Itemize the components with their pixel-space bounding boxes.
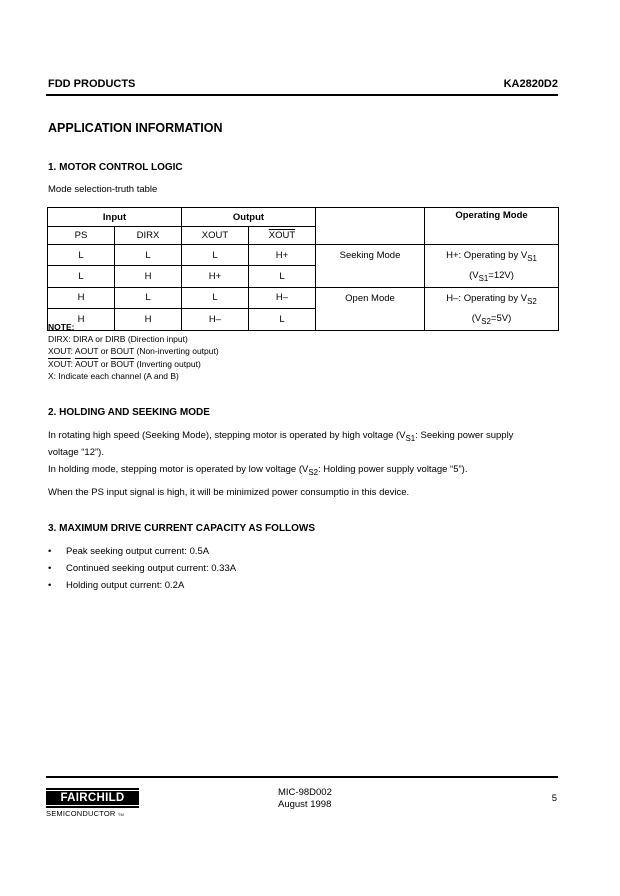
op2-a-text: H–: Operating by V bbox=[446, 292, 528, 304]
page-title: APPLICATION INFORMATION bbox=[48, 121, 223, 135]
logo-subtitle bbox=[46, 809, 139, 818]
cell: L bbox=[115, 287, 182, 308]
op2-b-post: =5V) bbox=[490, 312, 512, 324]
logo-tm: TM bbox=[117, 812, 125, 817]
bullet-item bbox=[48, 546, 209, 557]
xout-bar-label: XOUT bbox=[268, 230, 296, 241]
cell: L bbox=[249, 266, 316, 287]
cell: L bbox=[249, 309, 316, 330]
note-line-4: X: Indicate each channel (A and B) bbox=[48, 370, 179, 381]
note-aout-bar: AOUT bbox=[74, 358, 99, 369]
col-ps: PS bbox=[48, 227, 115, 245]
col-xout: XOUT bbox=[182, 227, 249, 245]
note-line-2: XOUT: AOUT or BOUT (Non-inverting output) bbox=[48, 346, 219, 357]
cell: H bbox=[115, 309, 182, 330]
section2-p2 bbox=[48, 463, 467, 480]
bullet-dot-icon: • bbox=[48, 563, 52, 574]
bullet-text: Continued seeking output current: 0.33A bbox=[66, 563, 237, 574]
p2-a: In holding mode, stepping motor is operated by low voltage (V bbox=[48, 464, 309, 475]
page-number: 5 bbox=[551, 793, 557, 804]
cell: L bbox=[48, 266, 115, 287]
note-sep: : bbox=[70, 358, 75, 369]
p2-b: : Holding power supply voltage “5”). bbox=[318, 464, 468, 475]
footer-doc-id: MIC-98D002 bbox=[278, 787, 332, 798]
op2-line-b bbox=[425, 310, 558, 330]
note-inv: (Inverting output) bbox=[134, 358, 201, 369]
group-operating-mode: Operating Mode bbox=[425, 208, 559, 245]
mode-seeking: Seeking Mode bbox=[316, 245, 425, 288]
bullet-item bbox=[48, 580, 184, 591]
section1-heading: 1. MOTOR CONTROL LOGIC bbox=[48, 162, 183, 173]
op1-b-sub: S1 bbox=[478, 273, 489, 283]
note-line-3 bbox=[48, 358, 219, 370]
col-xout-bar bbox=[249, 227, 316, 245]
op1-a-sub: S1 bbox=[527, 253, 537, 263]
op1-a-text: H+: Operating by V bbox=[446, 250, 528, 261]
cell: H+ bbox=[249, 245, 316, 266]
header-left: FDD PRODUCTS bbox=[48, 78, 136, 90]
footer-doc-block bbox=[278, 787, 332, 811]
note-bout-bar: BOUT bbox=[110, 358, 135, 369]
p1-b: : Seeking power supply bbox=[415, 430, 514, 441]
op1-b-pre: (V bbox=[469, 269, 479, 281]
p1-line-1 bbox=[48, 429, 558, 446]
header-right: KA2820D2 bbox=[503, 78, 558, 90]
section2-heading: 2. HOLDING AND SEEKING MODE bbox=[48, 407, 210, 418]
p1-a: In rotating high speed (Seeking Mode), stepping motor is operated by high voltage (V bbox=[48, 430, 406, 441]
bullet-dot-icon: • bbox=[48, 546, 52, 557]
op-mode-2 bbox=[425, 287, 559, 330]
p2-sub: S2 bbox=[308, 467, 319, 477]
note-block bbox=[48, 321, 219, 382]
op1-line-b bbox=[425, 267, 558, 287]
bullet-item bbox=[48, 563, 236, 574]
op2-b-pre: (V bbox=[471, 312, 482, 324]
footer-date: August 1998 bbox=[278, 799, 332, 810]
p1-line-2: voltage “12”). bbox=[48, 446, 104, 458]
cell: H+ bbox=[182, 266, 249, 287]
p1-sub: S1 bbox=[405, 433, 416, 443]
op2-b-sub: S2 bbox=[481, 316, 491, 326]
section2-p3: When the PS input signal is high, it will be minimized power consumptio in this device. bbox=[48, 487, 410, 498]
group-input: Input bbox=[48, 208, 182, 227]
note-title: NOTE: bbox=[48, 322, 75, 332]
truth-table bbox=[47, 207, 559, 331]
cell: H– bbox=[182, 309, 249, 330]
op2-line-a bbox=[425, 290, 558, 310]
logo-wordmark: FAIRCHILD bbox=[46, 791, 139, 805]
footer-rule bbox=[46, 776, 558, 778]
mode-open: Open Mode bbox=[316, 287, 425, 330]
bullet-text: Holding output current: 0.2A bbox=[66, 580, 185, 591]
note-xout-bar: XOUT bbox=[48, 358, 71, 369]
section3-heading: 3. MAXIMUM DRIVE CURRENT CAPACITY AS FOLLOWS bbox=[48, 523, 316, 534]
header-rule bbox=[46, 94, 558, 96]
cell: H bbox=[48, 309, 115, 330]
group-output: Output bbox=[182, 208, 316, 227]
table-caption: Mode selection-truth table bbox=[48, 184, 158, 195]
logo-bar-top bbox=[46, 788, 139, 790]
logo-bar-bottom bbox=[46, 806, 139, 808]
op2-a-sub: S2 bbox=[527, 296, 537, 306]
note-line-1: DIRX: DIRA or DIRB (Direction input) bbox=[48, 334, 188, 345]
bullet-dot-icon: • bbox=[48, 580, 52, 591]
logo-semiconductor: SEMICONDUCTOR bbox=[46, 809, 116, 818]
cell: L bbox=[115, 245, 182, 266]
col-dirx: DIRX bbox=[115, 227, 182, 245]
cell: H bbox=[115, 266, 182, 287]
note-or: or bbox=[98, 358, 111, 369]
op-mode-1 bbox=[425, 245, 559, 288]
cell: L bbox=[182, 287, 249, 308]
section2-p1 bbox=[48, 429, 558, 460]
bullet-text: Peak seeking output current: 0.5A bbox=[66, 546, 210, 557]
mode-header-blank bbox=[316, 208, 425, 245]
cell: H– bbox=[249, 287, 316, 308]
op1-b-post: =12V) bbox=[488, 269, 514, 281]
cell: H bbox=[48, 287, 115, 308]
cell: L bbox=[182, 245, 249, 266]
op1-line-a bbox=[425, 247, 558, 267]
cell: L bbox=[48, 245, 115, 266]
fairchild-logo bbox=[46, 788, 139, 818]
